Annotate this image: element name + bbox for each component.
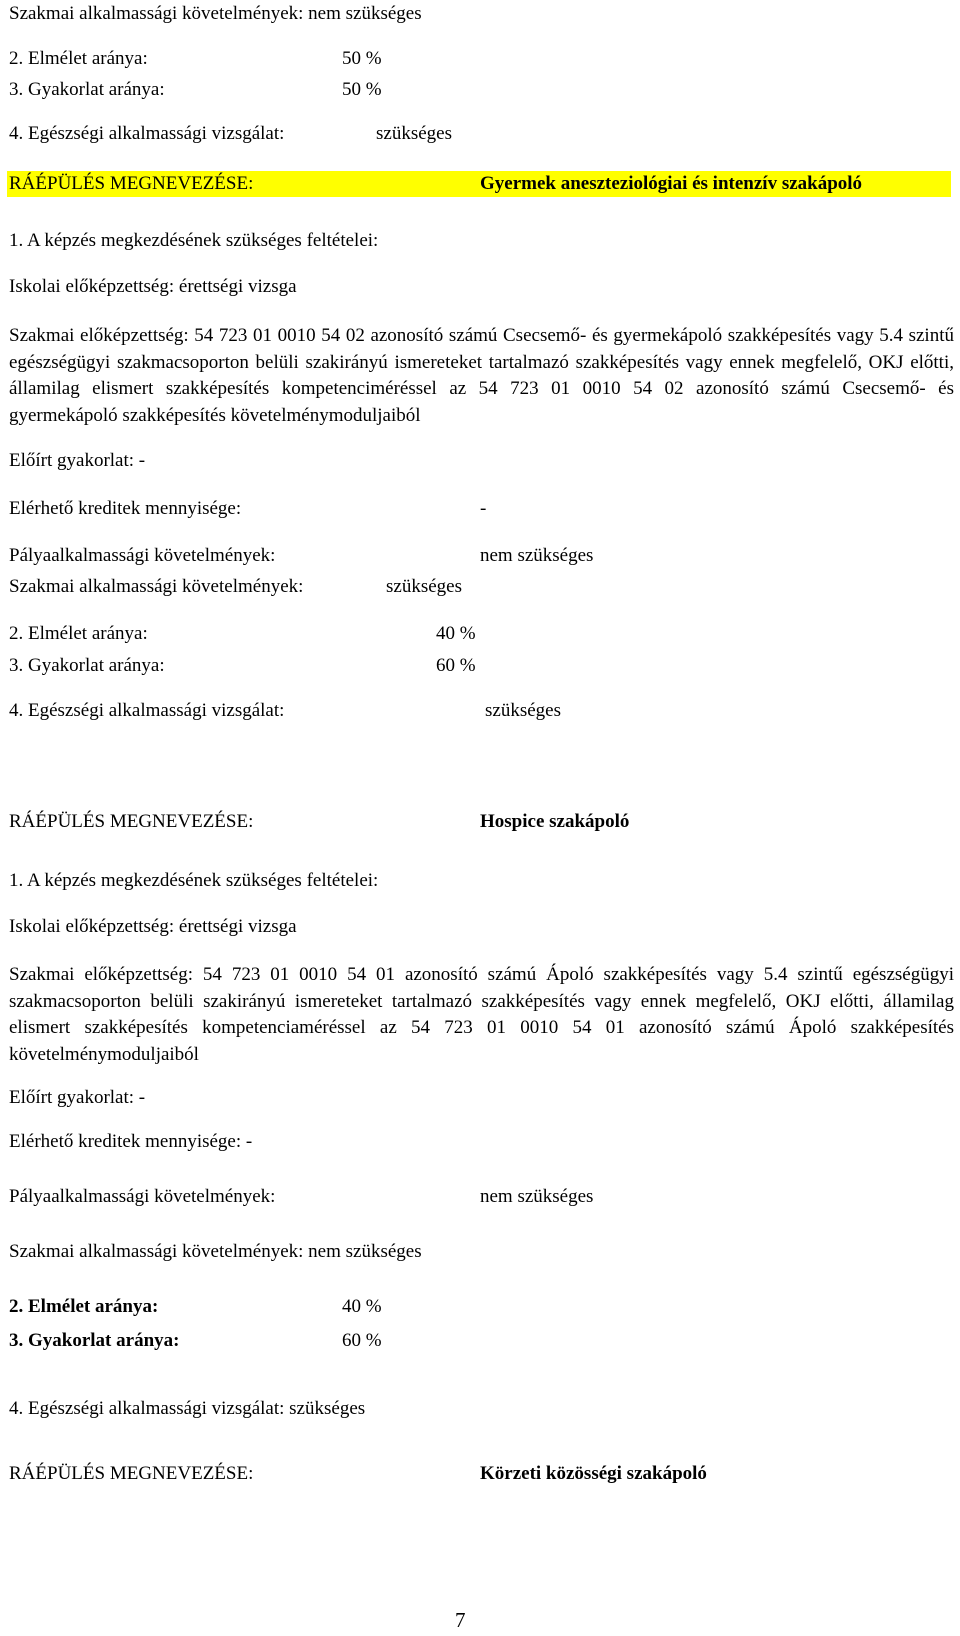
szakmai-alkalmassagi-line: Szakmai alkalmassági követelmények: nem szükséges — [9, 1241, 422, 1262]
szakmai-alkalmassagi-label: Szakmai alkalmassági követelmények: — [9, 576, 304, 597]
palyaalkalmassagi-value: nem szükséges — [480, 1186, 594, 1207]
iskolai-elokepzettseg: Iskolai előképzettség: érettségi vizsga — [9, 916, 297, 937]
gyakorlat-aranya-label: 3. Gyakorlat aránya: — [9, 655, 165, 676]
kepzes-feltetelei: 1. A képzés megkezdésének szükséges feltételei: — [9, 230, 379, 251]
eloirt-gyakorlat: Előírt gyakorlat: - — [9, 450, 146, 471]
elmelet-aranya-label: 2. Elmélet aránya: — [9, 48, 148, 69]
kreditek-value: - — [480, 498, 487, 519]
gyakorlat-aranya-value: 50 % — [342, 79, 382, 100]
kreditek-line: Elérhető kreditek mennyisége: - — [9, 1131, 253, 1152]
elmelet-aranya-value: 50 % — [342, 48, 382, 69]
raepules-value: Körzeti közösségi szakápoló — [480, 1463, 707, 1484]
gyakorlat-aranya-value: 60 % — [342, 1330, 382, 1351]
egeszsegi-vizsgalat-value: szükséges — [376, 123, 452, 144]
egeszsegi-vizsgalat-line: 4. Egészségi alkalmassági vizsgálat: szükséges — [9, 1398, 366, 1419]
raepules-value: Hospice szakápoló — [480, 811, 630, 832]
egeszsegi-vizsgalat-label: 4. Egészségi alkalmassági vizsgálat: — [9, 700, 285, 721]
szakmai-elokepzettseg-paragraph: Szakmai előképzettség: 54 723 01 0010 54 02 azonosító számú Csecsemő- és gyermekápoló szakképesítés vagy 5.4 szintű egészségügyi szakmacsoporton belüli szakirányú ismereteket tartalmazó szakképesítés vagy ennek megfelelő, OKJ előtti, államilag elismert szakképesítés kompetenciméréssel az 54 723 01 0010 54 02 azonosító számú Csecsemő- és gyermekápoló szakképesítés követelménymoduljaiból — [9, 325, 954, 426]
elmelet-aranya-value: 40 % — [436, 623, 476, 644]
szakmai-alkalmassagi-value: szükséges — [386, 576, 462, 597]
szakmai-alkalmassagi-line: Szakmai alkalmassági követelmények: nem szükséges — [9, 3, 422, 24]
egeszsegi-vizsgalat-value: szükséges — [485, 700, 561, 721]
szakmai-elokepzettseg-paragraph: Szakmai előképzettség: 54 723 01 0010 54 01 azonosító számú Ápoló szakképesítés vagy 5.4 szintű egészségügyi szakmacsoporton belüli szakirányú ismereteket tartalmazó szakképesítés vagy ennek megfelelő, OKJ előtti, államilag elismert szakképesítés kompetenciaméréssel az 54 723 01 0010 54 01 azonosító számú Ápoló szakképesítés követelménymoduljaiból — [9, 964, 954, 1065]
gyakorlat-aranya-label: 3. Gyakorlat aránya: — [9, 79, 165, 100]
palyaalkalmassagi-label: Pályaalkalmassági követelmények: — [9, 545, 276, 566]
elmelet-aranya-label: 2. Elmélet aránya: — [9, 623, 148, 644]
iskolai-elokepzettseg: Iskolai előképzettség: érettségi vizsga — [9, 276, 297, 297]
raepules-label: RÁÉPÜLÉS MEGNEVEZÉSE: — [9, 173, 254, 194]
kreditek-label: Elérhető kreditek mennyisége: — [9, 498, 242, 519]
raepules-label: RÁÉPÜLÉS MEGNEVEZÉSE: — [9, 1463, 254, 1484]
elmelet-aranya-label: 2. Elmélet aránya: — [9, 1296, 159, 1317]
elmelet-aranya-value: 40 % — [342, 1296, 382, 1317]
eloirt-gyakorlat: Előírt gyakorlat: - — [9, 1087, 146, 1108]
kepzes-feltetelei: 1. A képzés megkezdésének szükséges feltételei: — [9, 870, 379, 891]
page-number: 7 — [455, 1608, 466, 1632]
gyakorlat-aranya-value: 60 % — [436, 655, 476, 676]
palyaalkalmassagi-label: Pályaalkalmassági követelmények: — [9, 1186, 276, 1207]
palyaalkalmassagi-value: nem szükséges — [480, 545, 594, 566]
raepules-value: Gyermek aneszteziológiai és intenzív szakápoló — [480, 173, 863, 194]
egeszsegi-vizsgalat-label: 4. Egészségi alkalmassági vizsgálat: — [9, 123, 285, 144]
gyakorlat-aranya-label: 3. Gyakorlat aránya: — [9, 1330, 180, 1351]
raepules-label: RÁÉPÜLÉS MEGNEVEZÉSE: — [9, 811, 254, 832]
